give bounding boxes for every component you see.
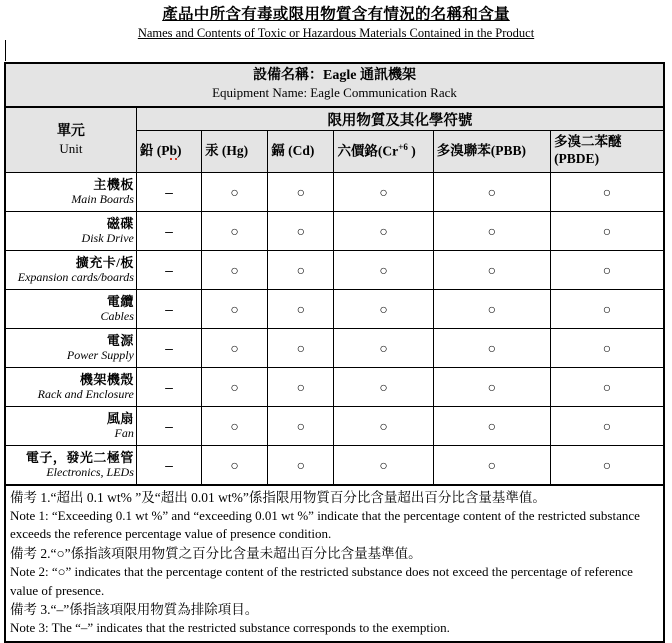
- cell-disk-drive-pb: –: [136, 211, 201, 250]
- table-row: [5, 211, 664, 250]
- cell-cables-cr6: ○: [334, 289, 433, 328]
- cell-fan-cd: ○: [268, 406, 334, 445]
- cell-power-supply-cr6: ○: [334, 328, 433, 367]
- column-header-lead-base: 鉛 (P: [139, 142, 170, 158]
- cell-fan-pbb: ○: [433, 406, 550, 445]
- row-label-cables: [5, 289, 136, 328]
- column-header-chromium-superscript: +6: [398, 141, 408, 152]
- row-label-english: Electronics, LEDs: [46, 465, 134, 480]
- cell-disk-drive-pbde: ○: [551, 211, 664, 250]
- row-label-main-boards: [5, 172, 136, 211]
- cell-power-supply-pbde: ○: [551, 328, 664, 367]
- cell-power-supply-hg: ○: [202, 328, 268, 367]
- cell-expansion-cards-pbb: ○: [433, 250, 550, 289]
- cell-main-boards-pb: –: [136, 172, 201, 211]
- row-label-english: Fan: [114, 426, 134, 441]
- column-header-pbb: 多溴聯苯(PBB): [433, 131, 550, 173]
- cell-cables-hg: ○: [202, 289, 268, 328]
- equipment-name-english: Equipment Name: Eagle Communication Rack: [212, 85, 457, 101]
- row-label-chinese: 擴充卡/板: [75, 254, 134, 270]
- row-label-english: Expansion cards/boards: [17, 270, 134, 285]
- equipment-name-chinese: [10, 67, 659, 85]
- cell-power-supply-pb: –: [136, 328, 201, 367]
- table-row: [5, 367, 664, 406]
- cell-rack-enclosure-pb: –: [136, 367, 201, 406]
- row-label-english: Cables: [100, 309, 134, 324]
- table-row: [5, 445, 664, 485]
- cell-main-boards-pbb: ○: [433, 172, 550, 211]
- note-1-chinese: 備考 1.“超出 0.1 wt% ”及“超出 0.01 wt%”係指限用物質百分比含量超出百分比含量基準值。: [10, 489, 546, 505]
- column-header-pbde-line2: (PBDE): [554, 150, 600, 166]
- row-label-expansion-cards: [5, 250, 136, 289]
- row-label-chinese: 主機板: [93, 176, 134, 192]
- table-row: [5, 406, 664, 445]
- column-header-pbde: [551, 131, 664, 173]
- row-label-english: Power Supply: [66, 348, 134, 363]
- rohs-declaration-table-wrapper: [4, 62, 665, 643]
- row-label-chinese: 電纜: [106, 293, 134, 309]
- cell-disk-drive-cd: ○: [268, 211, 334, 250]
- column-header-chromium-tail: ): [407, 143, 416, 159]
- column-header-lead-tail: ): [177, 142, 182, 158]
- table-row: [5, 250, 664, 289]
- column-header-chromium-base: 六價鉻(Cr: [337, 143, 399, 159]
- table-row: [5, 172, 664, 211]
- cell-electronics-leds-hg: ○: [202, 445, 268, 485]
- equipment-name-cn-brand: Eagle: [323, 68, 357, 83]
- equipment-name-row: [5, 63, 664, 107]
- note-3-english: Note 3: The “–” indicates that the restricted substance corresponds to the exemption.: [10, 620, 450, 636]
- cell-main-boards-pbde: ○: [551, 172, 664, 211]
- cell-power-supply-pbb: ○: [433, 328, 550, 367]
- rohs-table-body: [5, 63, 664, 642]
- document-title-block: [0, 0, 672, 42]
- cell-main-boards-hg: ○: [202, 172, 268, 211]
- row-label-chinese: 電子，發光二極管: [25, 449, 134, 465]
- cell-fan-cr6: ○: [334, 406, 433, 445]
- row-label-fan: [5, 406, 136, 445]
- cell-expansion-cards-cr6: ○: [334, 250, 433, 289]
- column-header-unit: [5, 107, 136, 172]
- cell-expansion-cards-cd: ○: [268, 250, 334, 289]
- page-title-english: Names and Contents of Toxic or Hazardous Materials Contained in the Product: [137, 26, 535, 41]
- row-label-chinese: 機架機殼: [79, 371, 134, 387]
- cell-expansion-cards-pbde: ○: [551, 250, 664, 289]
- equipment-name-cn-prefix: 設備名稱：: [253, 68, 324, 83]
- cell-main-boards-cd: ○: [268, 172, 334, 211]
- note-3-chinese: 備考 3.“–”係指該項限用物質為排除項目。: [10, 601, 259, 617]
- cell-cables-pb: –: [136, 289, 201, 328]
- row-label-english: Disk Drive: [81, 231, 134, 246]
- equipment-name-cn-suffix: 通訊機架: [356, 68, 416, 83]
- page-title-chinese: 產品中所含有毒或限用物質含有情況的名稱和含量: [162, 6, 510, 23]
- rohs-declaration-table: [4, 62, 665, 643]
- column-header-mercury: 汞 (Hg): [202, 131, 268, 173]
- cell-fan-hg: ○: [202, 406, 268, 445]
- row-label-chinese: 電源: [106, 332, 134, 348]
- row-label-power-supply: [5, 328, 136, 367]
- row-label-chinese: 磁碟: [106, 215, 134, 231]
- note-2-chinese: 備考 2.“○”係指該項限用物質之百分比含量未超出百分比含量基準值。: [10, 545, 422, 561]
- table-row: [5, 328, 664, 367]
- table-header-row-group: [5, 107, 664, 131]
- cell-disk-drive-cr6: ○: [334, 211, 433, 250]
- cell-electronics-leds-cr6: ○: [334, 445, 433, 485]
- cell-electronics-leds-pbde: ○: [551, 445, 664, 485]
- cell-expansion-cards-pb: –: [136, 250, 201, 289]
- cell-rack-enclosure-cd: ○: [268, 367, 334, 406]
- row-label-chinese: 風扇: [106, 410, 134, 426]
- cell-rack-enclosure-pbde: ○: [551, 367, 664, 406]
- cell-fan-pb: –: [136, 406, 201, 445]
- row-label-electronics-leds: [5, 445, 136, 485]
- note-2-english: Note 2: “○” indicates that the percentage content of the restricted substance does not exceed the percentage of reference value of presence.: [10, 564, 633, 598]
- cell-electronics-leds-pb: –: [136, 445, 201, 485]
- cell-disk-drive-hg: ○: [202, 211, 268, 250]
- cell-electronics-leds-pbb: ○: [433, 445, 550, 485]
- table-row: [5, 289, 664, 328]
- column-header-hexavalent-chromium: [334, 131, 433, 173]
- cell-main-boards-cr6: ○: [334, 172, 433, 211]
- cell-cables-cd: ○: [268, 289, 334, 328]
- spellcheck-underlined-text: b: [169, 142, 178, 158]
- cell-expansion-cards-hg: ○: [202, 250, 268, 289]
- column-header-pbde-line1: 多溴二苯醚: [554, 134, 622, 150]
- cell-disk-drive-pbb: ○: [433, 211, 550, 250]
- equipment-name-cell: [5, 63, 664, 107]
- cell-cables-pbde: ○: [551, 289, 664, 328]
- cell-rack-enclosure-hg: ○: [202, 367, 268, 406]
- column-header-cadmium: 鎘 (Cd): [268, 131, 334, 173]
- cell-rack-enclosure-pbb: ○: [433, 367, 550, 406]
- cell-power-supply-cd: ○: [268, 328, 334, 367]
- column-header-restricted-substances: 限用物質及其化學符號: [136, 107, 664, 131]
- cell-cables-pbb: ○: [433, 289, 550, 328]
- table-notes-row: [5, 485, 664, 642]
- row-label-rack-enclosure: [5, 367, 136, 406]
- notes-cell: [5, 485, 664, 642]
- column-header-unit-english: Unit: [59, 140, 83, 156]
- cell-electronics-leds-cd: ○: [268, 445, 334, 485]
- text-cursor-caret: [5, 40, 6, 61]
- cell-rack-enclosure-cr6: ○: [334, 367, 433, 406]
- row-label-disk-drive: [5, 211, 136, 250]
- note-1-english: Note 1: “Exceeding 0.1 wt %” and “exceeding 0.01 wt %” indicate that the percentage content of the restricted substance exceeds the reference percentage value of presence condition.: [10, 507, 640, 542]
- row-label-english: Rack and Enclosure: [37, 387, 134, 402]
- column-header-unit-chinese: 單元: [56, 124, 85, 140]
- cell-fan-pbde: ○: [551, 406, 664, 445]
- column-header-lead: [136, 131, 201, 173]
- row-label-english: Main Boards: [71, 192, 134, 207]
